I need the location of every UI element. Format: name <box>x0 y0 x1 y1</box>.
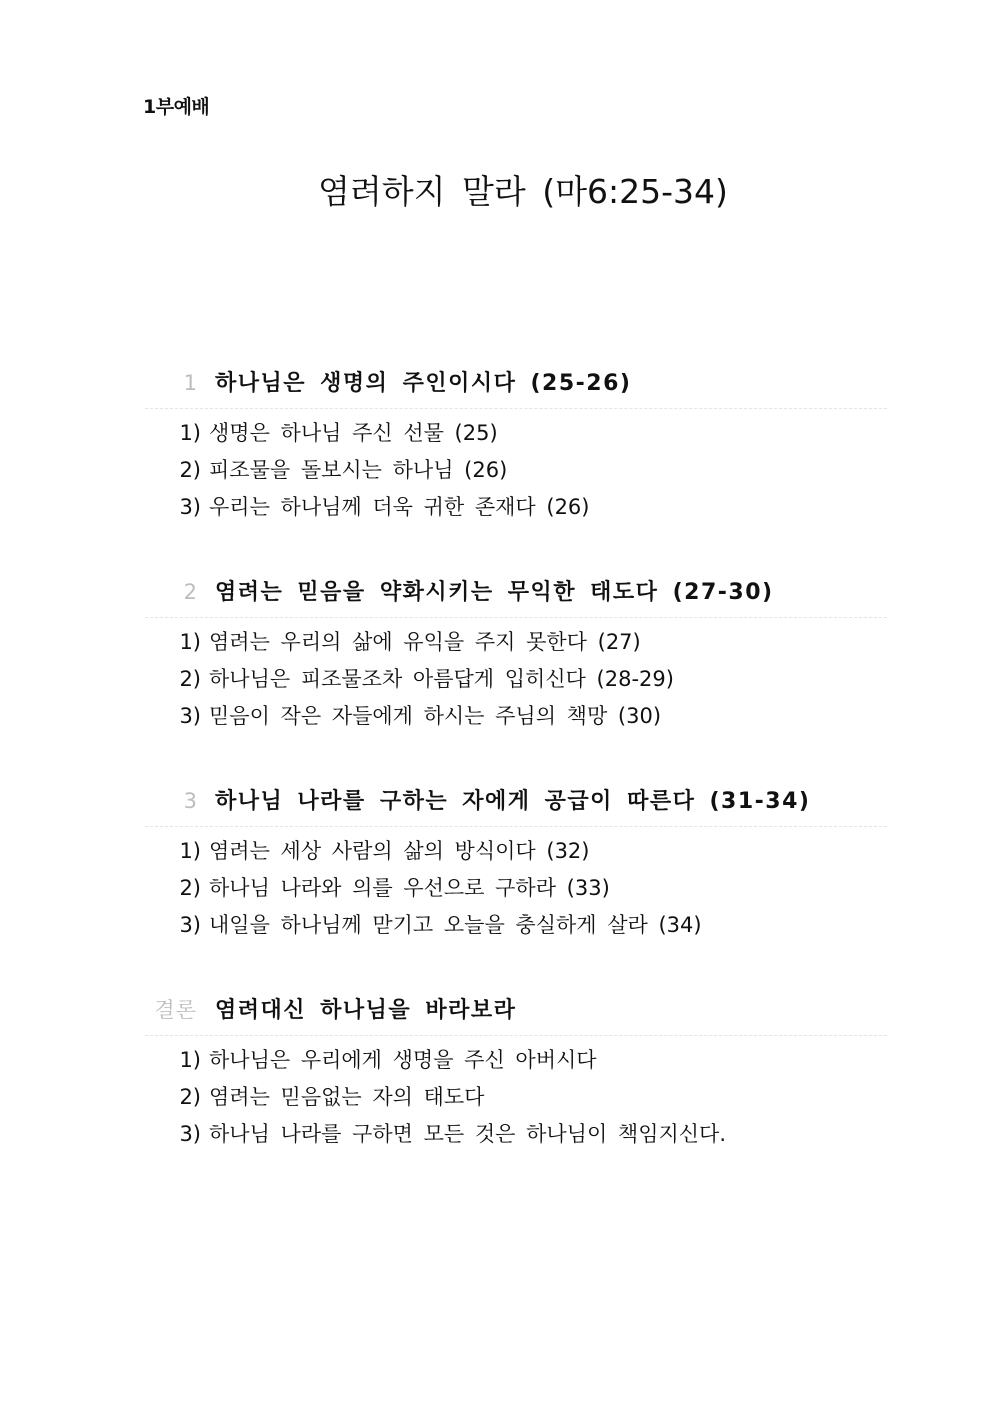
item-number: 3) <box>179 495 201 519</box>
list-item <box>145 909 887 946</box>
item-number: 3) <box>179 913 201 937</box>
item-text: 하나님 나라와 의를 우선으로 구하라 (33) <box>209 876 610 900</box>
list-item <box>145 872 887 909</box>
section-number: 결론 <box>154 998 197 1022</box>
section-number: 3 <box>183 789 197 813</box>
list-item <box>145 700 887 737</box>
item-number: 1) <box>179 839 201 863</box>
list-item <box>145 417 887 454</box>
list-item <box>145 1081 887 1118</box>
item-text: 염려는 세상 사람의 삶의 방식이다 (32) <box>209 839 590 863</box>
section-heading <box>145 575 887 611</box>
item-number: 3) <box>179 704 201 728</box>
item-text: 피조물을 돌보시는 하나님 (26) <box>209 458 508 482</box>
list-item <box>145 835 887 872</box>
item-number: 2) <box>179 458 201 482</box>
section-divider <box>145 408 887 409</box>
section-divider <box>145 617 887 618</box>
section-title: 염려대신 하나님을 바라보라 <box>215 998 517 1023</box>
sermon-title: 염려하지 말라 (마6:25-34) <box>318 172 728 211</box>
point-list <box>145 417 887 528</box>
list-item <box>145 491 887 528</box>
item-text: 내일을 하나님께 맏기고 오늘을 충실하게 살라 (34) <box>209 913 702 937</box>
section-title: 염려는 믿음을 약화시키는 무익한 태도다 (27-30) <box>215 580 774 605</box>
section-number: 2 <box>183 580 197 604</box>
item-text: 생명은 하나님 주신 선물 (25) <box>209 421 498 445</box>
item-text: 염려는 우리의 삶에 유익을 주지 못한다 (27) <box>209 630 641 654</box>
section-heading <box>145 784 887 820</box>
list-item <box>145 663 887 700</box>
item-number: 1) <box>179 630 201 654</box>
point-list <box>145 1044 887 1155</box>
item-number: 3) <box>179 1122 201 1146</box>
item-number: 2) <box>179 876 201 900</box>
item-text: 하나님 나라를 구하면 모든 것은 하나님이 책임지신다. <box>209 1122 727 1146</box>
point-list <box>145 626 887 737</box>
item-number: 2) <box>179 667 201 691</box>
section-2 <box>145 575 887 737</box>
section-heading <box>145 993 887 1029</box>
list-item <box>145 626 887 663</box>
list-item <box>145 1118 887 1155</box>
list-item <box>145 1044 887 1081</box>
section-heading <box>145 366 887 402</box>
item-number: 2) <box>179 1085 201 1109</box>
section-divider <box>145 826 887 827</box>
section-1 <box>145 366 887 528</box>
item-number: 1) <box>179 421 201 445</box>
item-text: 염려는 믿음없는 자의 태도다 <box>209 1085 485 1109</box>
item-text: 하나님은 피조물조차 아름답게 입히신다 (28-29) <box>209 667 674 691</box>
service-label: 1부예배 <box>143 96 210 118</box>
item-text: 하나님은 우리에게 생명을 주신 아버시다 <box>209 1048 597 1072</box>
item-number: 1) <box>179 1048 201 1072</box>
section-title: 하나님은 생명의 주인이시다 (25-26) <box>215 371 632 396</box>
section-conclusion <box>145 993 887 1155</box>
item-text: 우리는 하나님께 더욱 귀한 존재다 (26) <box>209 495 590 519</box>
section-number: 1 <box>183 371 197 395</box>
item-text: 믿음이 작은 자들에게 하시는 주님의 책망 (30) <box>209 704 662 728</box>
section-divider <box>145 1035 887 1036</box>
point-list <box>145 835 887 946</box>
section-title: 하나님 나라를 구하는 자에게 공급이 따른다 (31-34) <box>215 789 811 814</box>
list-item <box>145 454 887 491</box>
section-3 <box>145 784 887 946</box>
